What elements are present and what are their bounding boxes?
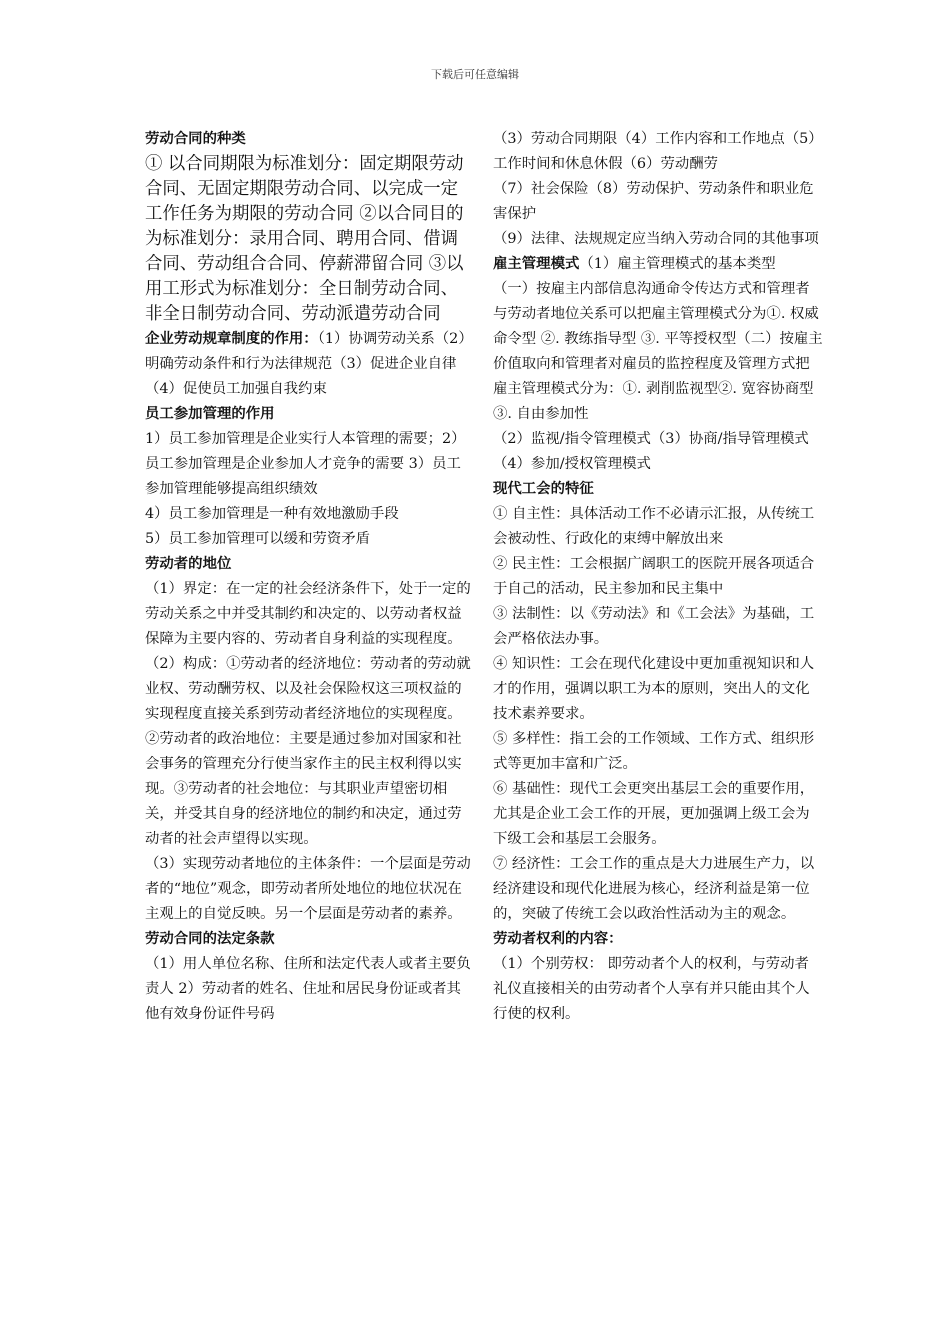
section-title-union-features: 现代工会的特征 <box>493 481 594 497</box>
section-title-worker-status: 劳动者的地位 <box>145 556 232 572</box>
employer-model-p1: （一）按雇主内部信息沟通命令传达方式和管理者与劳动者地位关系可以把雇主管理模式分为①. 权威命令型 ②. 教练指导型 ③. 平等授权型（二）按雇主价值取向和管理者对雇员的监控程度及管理方式把雇主管理模式分为：①. 剥削监视型②. 宽容协商型③. 自由参加性 <box>493 281 823 422</box>
legal-clauses-p2: （3）劳动合同期限（4）工作内容和工作地点（5）工作时间和休息休假（6）劳动酬劳 <box>493 131 823 172</box>
employer-model-lead-text: （1）雇主管理模式的基本类型 <box>579 256 776 272</box>
section-title-rules: 企业劳动规章制度的作用： <box>145 331 318 347</box>
left-column <box>145 127 471 1027</box>
rules-paragraph <box>145 327 471 402</box>
union-feature-6: ⑥ 基础性：现代工会更突出基层工会的重要作用，尤其是企业工会工作的开展，更加强调上级工会为下级工会和基层工会服务。 <box>493 781 815 847</box>
legal-clauses-p1: （1）用人单位名称、住所和法定代表人或者主要负责人 2）劳动者的姓名、住址和居民身份证或者其他有效身份证件号码 <box>145 956 471 1022</box>
union-feature-7: ⑦ 经济性：工会工作的重点是大力进展生产力，以经济建设和现代化进展为核心，经济利益是第一位的，突破了传统工会以政治性活动为主的观念。 <box>493 856 815 922</box>
section-title-legal-clauses: 劳动合同的法定条款 <box>145 931 275 947</box>
union-feature-4: ④ 知识性：工会在现代化建设中更加重视知识和人才的作用，强调以职工为本的原则，突出人的文化技术素养要求。 <box>493 656 815 722</box>
employer-model-lead <box>493 252 823 277</box>
participation-p2: 4）员工参加管理是一种有效地激励手段 <box>145 506 399 522</box>
contract-types-body: ① 以合同期限为标准划分：固定期限劳动合同、无固定期限劳动合同、以完成一定工作任务为期限的劳动合同 ②以合同目的为标准划分：录用合同、聘用合同、借调合同、劳动组合合同、停薪滞留合同 ③以用工形式为标准划分：全日制劳动合同、非全日制劳动合同、劳动派遣劳动合同 <box>145 154 464 324</box>
rules-body: （1）协调劳动关系（2）明确劳动条件和行为法律规范（3）促进企业自律（4）促使员工加强自我约束 <box>145 331 466 397</box>
page-header: 下载后可任意编辑 <box>431 68 519 81</box>
worker-status-p1: （1）界定：在一定的社会经济条件下，处于一定的劳动关系之中并受其制约和决定的、以劳动者权益保障为主要内容的、劳动者自身利益的实现程度。 <box>145 581 471 647</box>
worker-status-p2: （2）构成：①劳动者的经济地位：劳动者的劳动就业权、劳动酬劳权、以及社会保险权这三项权益的实现程度直接关系到劳动者经济地位的实现程度。②劳动者的政治地位：主要是通过参加对国家和社会事务的管理充分行使当家作主的民主权利得以实现。③劳动者的社会地位：与其职业声望密切相关，并受其自身的经济地位的制约和决定，通过劳动者的社会声望得以实现。 <box>145 656 471 847</box>
employer-model-p2: （2）监视/指令管理模式（3）协商/指导管理模式（4）参加/授权管理模式 <box>493 431 809 472</box>
section-title-worker-rights: 劳动者权利的内容： <box>493 931 623 947</box>
participation-p3: 5）员工参加管理可以缓和劳资矛盾 <box>145 531 371 547</box>
section-title-contract-types: 劳动合同的种类 <box>145 131 246 147</box>
worker-status-p3: （3）实现劳动者地位的主体条件：一个层面是劳动者的“地位”观念，即劳动者所处地位的地位状况在主观上的自觉反映。另一个层面是劳动者的素养。 <box>145 856 471 922</box>
right-column <box>493 127 823 1027</box>
worker-rights-p1: （1）个别劳权： 即劳动者个人的权利，与劳动者礼仪直接相关的由劳动者个人享有并只能由其个人行使的权利。 <box>493 956 810 1022</box>
union-feature-1: ① 自主性：具体活动工作不必请示汇报，从传统工会被动性、行政化的束缚中解放出来 <box>493 506 815 547</box>
legal-clauses-p3: （7）社会保险（8）劳动保护、劳动条件和职业危害保护 <box>493 181 814 222</box>
section-title-employer-model: 雇主管理模式 <box>493 256 580 272</box>
union-feature-5: ⑤ 多样性：指工会的工作领域、工作方式、组织形式等更加丰富和广泛。 <box>493 731 815 772</box>
union-feature-2: ② 民主性：工会根据广阔职工的医院开展各项适合于自己的活动，民主参加和民主集中 <box>493 556 815 597</box>
legal-clauses-p4: （9）法律、法规规定应当纳入劳动合同的其他事项 <box>493 231 819 247</box>
section-title-participation: 员工参加管理的作用 <box>145 406 275 422</box>
union-feature-3: ③ 法制性：以《劳动法》和《工会法》为基础，工会严格依法办事。 <box>493 606 815 647</box>
participation-p1: 1）员工参加管理是企业实行人本管理的需要；2）员工参加管理是企业参加人才竞争的需要 3）员工参加管理能够提高组织绩效 <box>145 431 466 497</box>
